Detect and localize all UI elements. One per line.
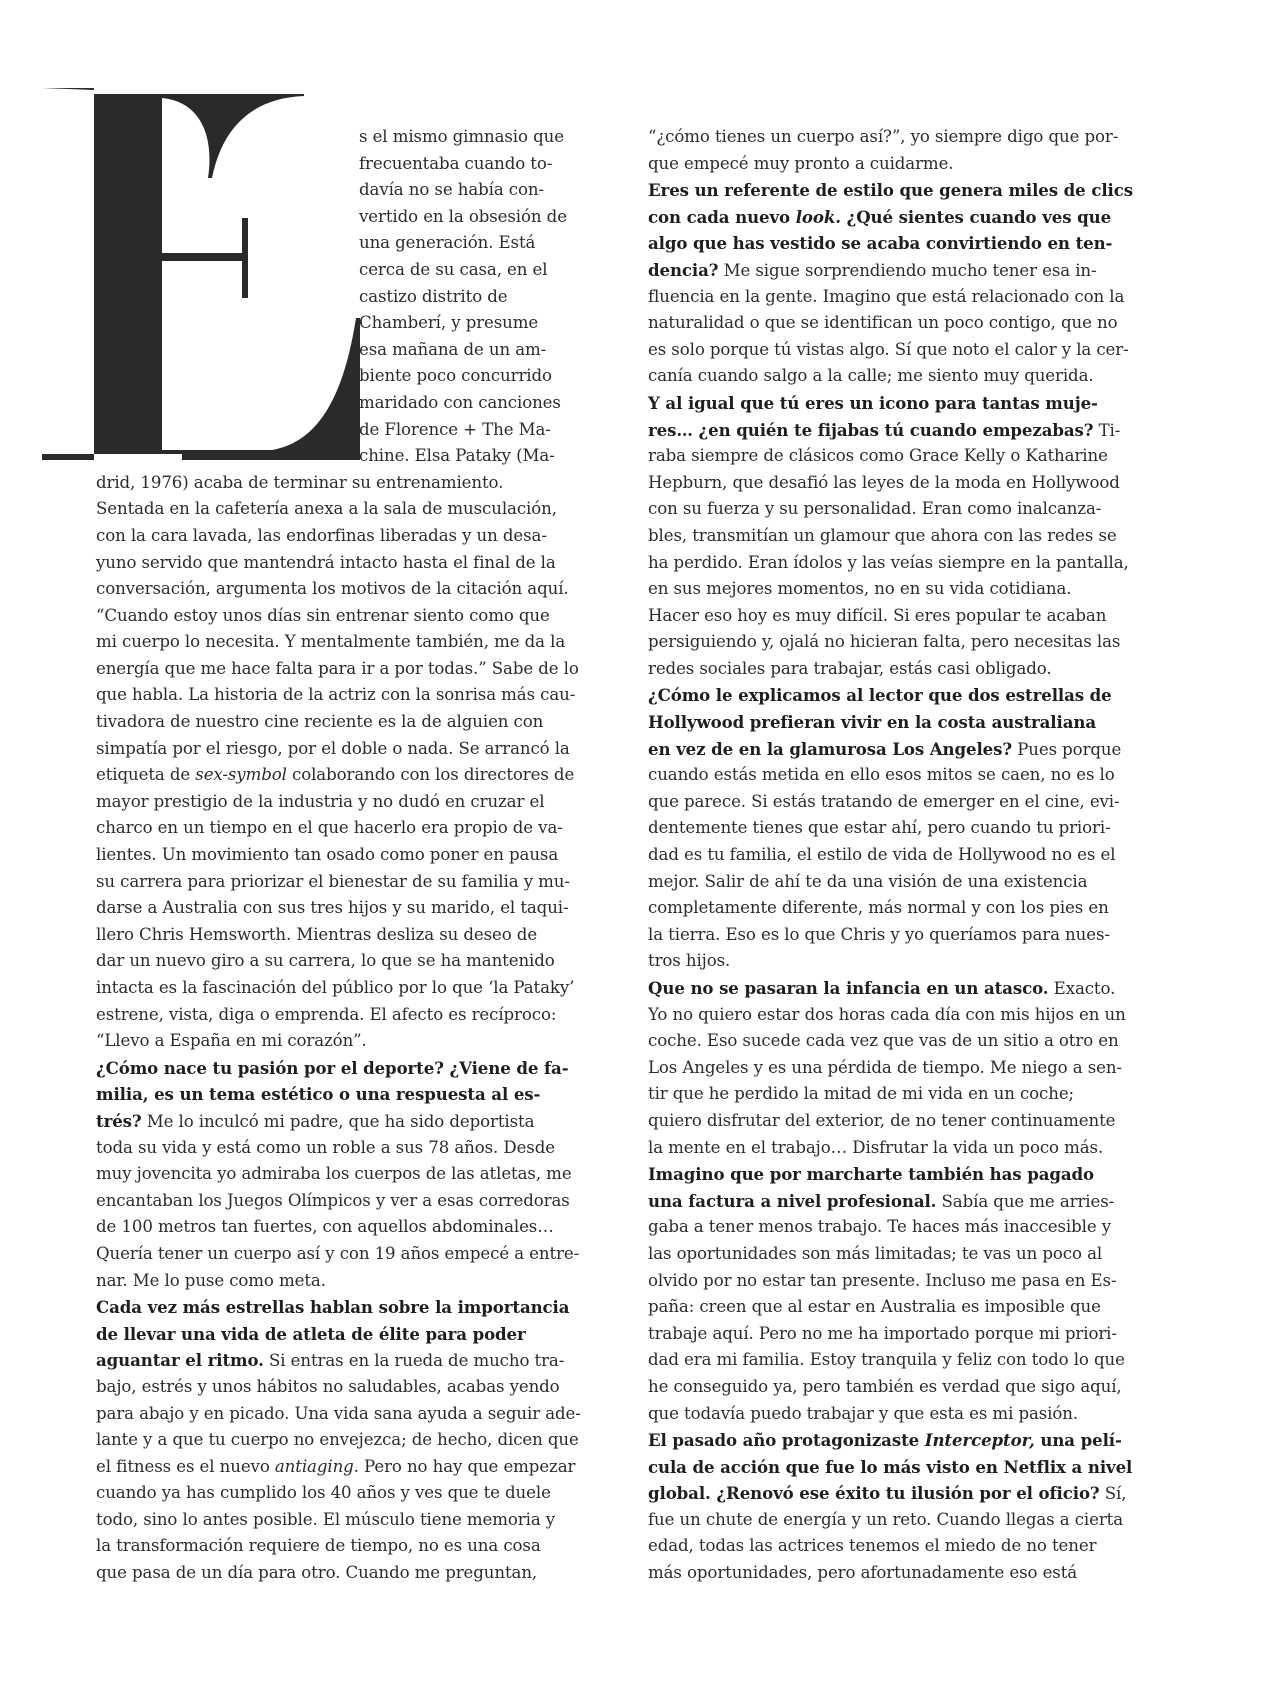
text-line [648, 124, 1193, 151]
text-line [96, 948, 596, 975]
text-segment: mejor. Salir de ahí te da una visión de una existencia [648, 871, 1088, 891]
text-line [96, 257, 596, 284]
text-segment: quiero disfrutar del exterior, de no tener continuamente [648, 1110, 1116, 1130]
text-segment: nar. Me lo puse como meta. [96, 1270, 326, 1290]
text-segment: que todavía puedo trabajar y que esta es mi pasión. [648, 1403, 1079, 1423]
text-segment: Eres un referente de estilo que genera miles de clics [648, 180, 1133, 201]
text-segment: trés? [96, 1110, 142, 1131]
text-segment: toda su vida y está como un roble a sus 78 años. Desde [96, 1137, 555, 1157]
text-line [648, 1374, 1193, 1401]
text-segment: es solo porque tú vistas algo. Sí que noto el calor y la cer- [648, 339, 1129, 359]
text-line [648, 230, 1193, 257]
text-segment: vertido en la obsesión de [359, 206, 567, 226]
text-line [648, 1055, 1193, 1082]
text-segment: en vez de en la glamurosa Los Angeles? [648, 738, 1013, 759]
text-line [96, 603, 596, 630]
text-segment: Y al igual que tú eres un icono para tantas muje- [648, 392, 1098, 413]
text-line [648, 337, 1193, 364]
text-line [648, 1214, 1193, 1241]
text-line [96, 895, 596, 922]
text-segment: raba siempre de clásicos como Grace Kelly o Katharine [648, 446, 1108, 466]
text-line [648, 417, 1193, 444]
text-line [648, 1347, 1193, 1374]
text-segment: biente poco concurrido [359, 366, 552, 386]
text-segment: una pelí- [1034, 1430, 1122, 1451]
text-line [648, 1321, 1193, 1348]
text-line [648, 629, 1193, 656]
text-line [648, 869, 1193, 896]
text-segment: aguantar el ritmo. [96, 1350, 264, 1371]
text-segment: milia, es un tema estético o una respuesta al es- [96, 1084, 541, 1105]
text-segment: ¿Qué sientes cuando ves que [840, 206, 1112, 227]
text-line [648, 1507, 1193, 1534]
text-line [96, 1135, 596, 1162]
text-segment: una generación. Está [359, 233, 536, 253]
text-segment: castizo distrito de [359, 286, 508, 306]
text-segment: el fitness es el nuevo [96, 1456, 275, 1476]
text-segment: dar un nuevo giro a su carrera, lo que se ha mantenido [96, 951, 555, 971]
right-column [648, 124, 1193, 1587]
text-line [648, 656, 1193, 683]
text-segment: cuando ya has cumplido los 40 años y ves que te duele [96, 1483, 551, 1503]
text-segment: yuno servido que mantendrá intacto hasta el final de la [96, 552, 556, 572]
text-line [648, 1560, 1193, 1587]
text-segment: intacta es la fascinación del público por lo que ‘la Pataky’ [96, 978, 575, 997]
text-line [96, 789, 596, 816]
text-segment: Me sigue sorprendiendo mucho tener esa in- [718, 260, 1097, 280]
text-line [648, 390, 1193, 417]
text-segment: redes sociales para trabajar, estás casi obligado. [648, 658, 1052, 678]
text-segment: sex-symbol [195, 765, 287, 785]
text-line [648, 363, 1193, 390]
text-segment: coche. Eso sucede cada vez que vas de un sitio a otro en [648, 1031, 1119, 1051]
text-segment: persiguiendo y, ojalá no hicieran falta, pero necesitas las [648, 632, 1121, 652]
text-line [648, 1454, 1193, 1481]
text-line [648, 1028, 1193, 1055]
text-line [648, 1401, 1193, 1428]
text-segment: ¿Cómo le explicamos al lector que dos estrellas de [648, 685, 1112, 706]
text-line [648, 762, 1193, 789]
text-segment: look. [795, 206, 841, 227]
text-segment: El pasado año protagonizaste [648, 1430, 925, 1451]
text-segment: olvido por no estar tan presente. Incluso me pasa en Es- [648, 1270, 1117, 1290]
text-segment: todo, sino lo antes posible. El músculo tiene memoria y [96, 1509, 556, 1529]
text-segment: res… ¿en quién te fijabas tú cuando empezabas? [648, 419, 1094, 440]
text-line [96, 1321, 596, 1348]
text-line [648, 603, 1193, 630]
text-line [96, 496, 596, 523]
text-segment: Imagino que por marcharte también has pagado [648, 1164, 1094, 1185]
text-line [96, 1081, 596, 1108]
text-segment: lante y a que tu cuerpo no envejezca; de hecho, dicen que [96, 1430, 579, 1450]
text-segment: trabaje aquí. Pero no me ha importado porque mi priori- [648, 1323, 1117, 1343]
text-segment: de 100 metros tan fuertes, con aquellos abdominales… [96, 1217, 554, 1237]
text-segment: colaborando con los directores de [286, 765, 575, 785]
text-line [96, 1294, 596, 1321]
text-line [648, 496, 1193, 523]
text-line [96, 124, 596, 151]
text-segment: estrene, vista, diga o emprenda. El afecto es recíproco: [96, 1004, 557, 1024]
text-segment: paña: creen que al estar en Australia es imposible que [648, 1297, 1101, 1317]
text-segment: Sí, [1099, 1484, 1127, 1504]
text-segment: de Florence + The Ma- [359, 419, 551, 439]
text-segment: más oportunidades, pero afortunadamente eso está [648, 1563, 1078, 1583]
text-segment: la mente en el trabajo… Disfrutar la vida un poco más. [648, 1137, 1104, 1157]
text-line [96, 1533, 596, 1560]
text-segment: Cada vez más estrellas hablan sobre la importancia [96, 1297, 570, 1318]
text-segment: Pero no hay que empezar [358, 1456, 576, 1476]
text-line [96, 523, 596, 550]
text-segment: fluencia en la gente. Imagino que está relacionado con la [648, 286, 1125, 306]
text-segment: gaba a tener menos trabajo. Te haces más inaccesible y [648, 1217, 1111, 1237]
text-segment: Hollywood prefieran vivir en la costa australiana [648, 712, 1096, 733]
text-line [648, 443, 1193, 470]
text-line [96, 1454, 596, 1481]
text-segment: frecuentaba cuando to- [359, 153, 553, 173]
text-line [96, 1241, 596, 1268]
text-line [648, 523, 1193, 550]
text-segment: etiqueta de [96, 765, 196, 785]
text-line [96, 1374, 596, 1401]
text-line [648, 576, 1193, 603]
text-line [648, 310, 1193, 337]
text-line [648, 1268, 1193, 1295]
left-column [96, 124, 596, 1587]
text-line [96, 762, 596, 789]
text-line [648, 1188, 1193, 1215]
text-line [648, 1108, 1193, 1135]
text-line [96, 1427, 596, 1454]
text-line [96, 1002, 596, 1029]
text-line [648, 284, 1193, 311]
text-segment: maridado con canciones [359, 392, 561, 412]
text-segment: dad era mi familia. Estoy tranquila y feliz con todo lo que [648, 1350, 1125, 1370]
text-line [648, 151, 1193, 178]
text-line [96, 550, 596, 577]
text-segment: fue un chute de energía y un reto. Cuando llegas a cierta [648, 1509, 1124, 1529]
text-segment: algo que has vestido se acaba convirtiendo en ten- [648, 233, 1113, 254]
text-line [648, 1294, 1193, 1321]
text-segment: de llevar una vida de atleta de élite para poder [96, 1323, 526, 1344]
text-segment: “Llevo a España en mi corazón”. [96, 1031, 367, 1051]
text-segment: chine. Elsa Pataky (Ma- [359, 446, 555, 466]
text-segment: cuando estás metida en ello esos mitos se caen, no es lo [648, 765, 1115, 785]
text-segment: ¿Cómo nace tu pasión por el deporte? ¿Viene de fa- [96, 1057, 569, 1078]
text-segment: antiaging. [274, 1456, 359, 1476]
text-line [648, 177, 1193, 204]
text-segment: Me lo inculcó mi padre, que ha sido deportista [141, 1111, 535, 1131]
text-line [648, 789, 1193, 816]
text-segment: Chamberí, y presume [359, 313, 539, 333]
text-segment: canía cuando salgo a la calle; me siento muy querida. [648, 366, 1094, 386]
text-segment: tivadora de nuestro cine reciente es la de alguien con [96, 712, 544, 732]
text-line [96, 177, 596, 204]
text-segment: una factura a nivel profesional. [648, 1190, 937, 1211]
text-line [96, 284, 596, 311]
text-segment: simpatía por el riesgo, por el doble o nada. Se arrancó la [96, 738, 570, 758]
text-line [96, 1401, 596, 1428]
text-segment: “¿cómo tienes un cuerpo así?”, yo siempre digo que por- [648, 127, 1119, 146]
text-line [648, 975, 1193, 1002]
text-segment: naturalidad o que se identifican un poco contigo, que no [648, 313, 1118, 333]
text-line [96, 869, 596, 896]
text-segment: edad, todas las actrices tenemos el miedo de no tener [648, 1536, 1097, 1556]
text-segment: Interceptor, [924, 1430, 1035, 1451]
text-segment: he conseguido ya, pero también es verdad que sigo aquí, [648, 1376, 1122, 1396]
text-segment: esa mañana de un am- [359, 339, 547, 359]
text-line [648, 1135, 1193, 1162]
text-segment: lientes. Un movimiento tan osado como poner en pausa [96, 845, 559, 865]
text-line [96, 842, 596, 869]
text-segment: para abajo y en picado. Una vida sana ayuda a seguir ade- [96, 1403, 581, 1423]
text-line [648, 815, 1193, 842]
text-segment: Ti- [1093, 420, 1121, 440]
text-line [648, 682, 1193, 709]
text-line [648, 948, 1193, 975]
text-segment: s el mismo gimnasio que [359, 127, 564, 146]
text-segment: energía que me hace falta para ir a por todas.” Sabe de lo [96, 658, 579, 678]
text-segment: bles, transmitían un glamour que ahora con las redes se [648, 525, 1117, 545]
text-line [648, 257, 1193, 284]
text-segment: que pasa de un día para otro. Cuando me preguntan, [96, 1563, 538, 1583]
text-line [96, 1347, 596, 1374]
text-line [648, 736, 1193, 763]
text-line [96, 1161, 596, 1188]
text-line [648, 1161, 1193, 1188]
text-segment: dad es tu familia, el estilo de vida de Hollywood no es el [648, 845, 1116, 865]
text-segment: cula de acción que fue lo más visto en Netflix a nivel [648, 1456, 1133, 1477]
text-line [96, 1214, 596, 1241]
text-line [96, 576, 596, 603]
text-segment: dencia? [648, 259, 719, 280]
text-line [96, 443, 596, 470]
text-segment: con cada nuevo [648, 206, 796, 227]
text-line [648, 1533, 1193, 1560]
text-segment: mi cuerpo lo necesita. Y mentalmente también, me da la [96, 632, 566, 652]
text-line [96, 1108, 596, 1135]
text-segment: encantaban los Juegos Olímpicos y ver a esas corredoras [96, 1190, 570, 1210]
text-line [648, 895, 1193, 922]
text-segment: que parece. Si estás tratando de emerger en el cine, evi- [648, 791, 1120, 811]
text-segment: mayor prestigio de la industria y no dudó en cruzar el [96, 791, 545, 811]
text-segment: darse a Australia con sus tres hijos y su marido, el taqui- [96, 898, 569, 918]
text-line [648, 1002, 1193, 1029]
text-line [648, 550, 1193, 577]
text-segment: que habla. La historia de la actriz con la sonrisa más cau- [96, 685, 576, 705]
text-line [648, 709, 1193, 736]
text-segment: con su fuerza y su personalidad. Eran como inalcanza- [648, 499, 1102, 519]
text-line [96, 682, 596, 709]
text-segment: Yo no quiero estar dos horas cada día con mis hijos en un [648, 1004, 1126, 1024]
text-segment: la tierra. Eso es lo que Chris y yo queríamos para nues- [648, 924, 1110, 944]
text-line [96, 151, 596, 178]
text-segment: Si entras en la rueda de mucho tra- [263, 1351, 565, 1371]
text-segment: ha perdido. Eran ídolos y las veías siempre en la pantalla, [648, 552, 1129, 572]
text-segment: Exacto. [1048, 979, 1116, 998]
text-segment: Sentada en la cafetería anexa a la sala de musculación, [96, 499, 557, 519]
text-line [96, 230, 596, 257]
text-line [648, 1081, 1193, 1108]
text-line [96, 470, 596, 497]
text-line [96, 310, 596, 337]
text-segment: drid, 1976) acaba de terminar su entrenamiento. [96, 472, 504, 492]
text-line [96, 1507, 596, 1534]
text-segment: Sabía que me arries- [936, 1191, 1115, 1211]
text-segment: tros hijos. [648, 951, 731, 971]
text-segment: completamente diferente, más normal y con los pies en [648, 898, 1109, 918]
text-line [96, 975, 596, 1002]
text-line [96, 736, 596, 763]
text-segment: global. ¿Renovó ese éxito tu ilusión por el oficio? [648, 1483, 1100, 1504]
text-line [96, 815, 596, 842]
text-line [648, 1480, 1193, 1507]
text-line [96, 1560, 596, 1587]
text-line [96, 390, 596, 417]
text-segment: con la cara lavada, las endorfinas liberadas y un desa- [96, 525, 547, 545]
text-line [96, 709, 596, 736]
text-segment: Hepburn, que desafió las leyes de la moda en Hollywood [648, 472, 1120, 492]
text-line [648, 842, 1193, 869]
text-line [96, 337, 596, 364]
text-segment: Quería tener un cuerpo así y con 19 años empecé a entre- [96, 1243, 580, 1263]
text-segment: conversación, argumenta los motivos de la citación aquí. [96, 579, 569, 599]
text-line [648, 922, 1193, 949]
text-line [96, 922, 596, 949]
text-segment: dentemente tienes que estar ahí, pero cuando tu priori- [648, 818, 1111, 838]
text-line [96, 629, 596, 656]
text-segment: davía no se había con- [359, 180, 544, 200]
text-line [96, 363, 596, 390]
text-segment: charco en un tiempo en el que hacerlo era propio de va- [96, 818, 563, 838]
text-segment: Pues porque [1012, 739, 1122, 759]
text-segment: Que no se pasaran la infancia en un atasco. [648, 978, 1049, 998]
text-line [648, 470, 1193, 497]
text-segment: las oportunidades son más limitadas; te vas un poco al [648, 1243, 1103, 1263]
text-segment: su carrera para priorizar el bienestar de su familia y mu- [96, 871, 570, 891]
text-line [96, 1055, 596, 1082]
text-line [96, 1480, 596, 1507]
text-segment: Hacer eso hoy es muy difícil. Si eres popular te acaban [648, 605, 1107, 625]
text-segment: en sus mejores momentos, no en su vida cotidiana. [648, 579, 1072, 599]
text-line [96, 417, 596, 444]
text-line [648, 1241, 1193, 1268]
text-segment: llero Chris Hemsworth. Mientras desliza su deseo de [96, 924, 538, 944]
text-segment: Los Angeles y es una pérdida de tiempo. Me niego a sen- [648, 1057, 1122, 1077]
text-segment: que empecé muy pronto a cuidarme. [648, 153, 954, 173]
text-line [96, 1188, 596, 1215]
text-segment: bajo, estrés y unos hábitos no saludables, acabas yendo [96, 1376, 560, 1396]
text-line [648, 1427, 1193, 1454]
text-line [96, 1028, 596, 1055]
text-segment: “Cuando estoy unos días sin entrenar siento como que [96, 605, 550, 625]
text-line [648, 204, 1193, 231]
text-segment: cerca de su casa, en el [359, 259, 548, 279]
text-line [96, 204, 596, 231]
text-line [96, 1268, 596, 1295]
text-line [96, 656, 596, 683]
text-segment: la transformación requiere de tiempo, no es una cosa [96, 1536, 541, 1556]
text-segment: muy jovencita yo admiraba los cuerpos de las atletas, me [96, 1164, 572, 1184]
text-segment: tir que he perdido la mitad de mi vida en un coche; [648, 1084, 1075, 1104]
